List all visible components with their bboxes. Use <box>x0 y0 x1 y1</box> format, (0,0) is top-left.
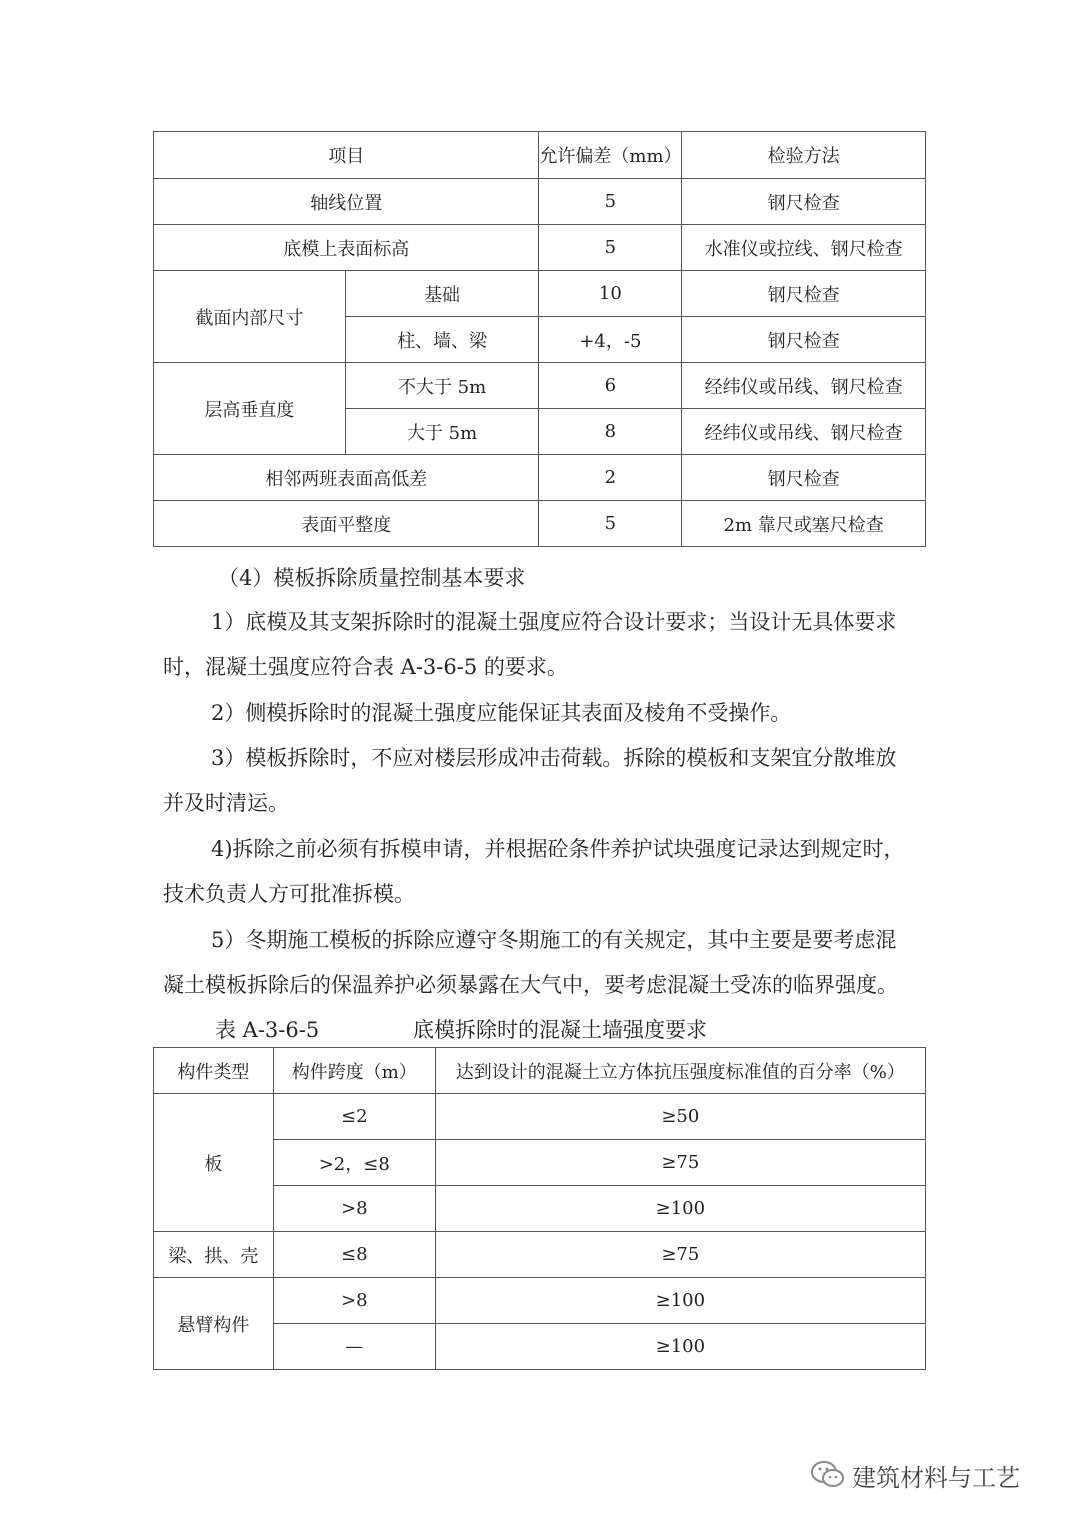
table-cell: ≥100 <box>435 1186 925 1232</box>
table-cell: 表面平整度 <box>154 501 539 547</box>
tolerance-table <box>153 131 926 547</box>
table-row <box>154 501 926 547</box>
header-cell: 允许偏差（mm） <box>539 132 682 179</box>
table-cell: 6 <box>539 363 682 409</box>
table-cell: 大于 5m <box>345 409 539 455</box>
table-cell: 钢尺检查 <box>682 455 926 501</box>
table-cell: 相邻两班表面高低差 <box>154 455 539 501</box>
paragraph-3 <box>163 736 923 826</box>
table-cell: 2 <box>539 455 682 501</box>
table-cell: 底模上表面标高 <box>154 225 539 271</box>
paragraph-line: 时，混凝土强度应符合表 A-3-6-5 的要求。 <box>163 655 568 679</box>
paragraph-line: 技术负责人方可批准拆模。 <box>163 882 415 906</box>
paragraph-line: 1）底模及其支架拆除时的混凝土强度应符合设计要求；当设计无具体要求 <box>211 610 897 634</box>
paragraph-line: 凝土模板拆除后的保温养护必须暴露在大气中，要考虑混凝土受冻的临界强度。 <box>163 973 898 997</box>
strength-table <box>153 1047 926 1370</box>
paragraph-line: 2）侧模拆除时的混凝土强度应能保证其表面及棱角不受操作。 <box>211 701 792 725</box>
table-caption-title: 底模拆除时的混凝土墙强度要求 <box>413 1018 707 1042</box>
table-cell: ≤8 <box>273 1232 435 1278</box>
table-row <box>154 225 926 271</box>
table-cell: >2，≤8 <box>273 1140 435 1186</box>
table-cell: — <box>273 1324 435 1370</box>
table-cell: 基础 <box>345 271 539 317</box>
table-cell: 层高垂直度 <box>154 363 346 455</box>
table-cell: +4，-5 <box>539 317 682 363</box>
table-cell: ≤2 <box>273 1094 435 1140</box>
section-title: （4）模板拆除质量控制基本要求 <box>218 566 526 590</box>
table-cell: 梁、拱、壳 <box>154 1232 274 1278</box>
watermark-text: 建筑材料与工艺 <box>852 1463 1020 1492</box>
table-header-row <box>154 1048 926 1094</box>
table-cell: 钢尺检查 <box>682 179 926 225</box>
table-cell: >8 <box>273 1278 435 1324</box>
table-cell: 不大于 5m <box>345 363 539 409</box>
table-cell: 2m 靠尺或塞尺检查 <box>682 501 926 547</box>
paragraph-4 <box>163 827 923 917</box>
header-cell: 构件类型 <box>154 1048 274 1094</box>
table-cell: 10 <box>539 271 682 317</box>
table-cell: 柱、墙、梁 <box>345 317 539 363</box>
table-cell: 5 <box>539 225 682 271</box>
table-cell: 钢尺检查 <box>682 317 926 363</box>
table-cell: 板 <box>154 1094 274 1232</box>
table-row <box>154 1232 926 1278</box>
table-cell: ≥50 <box>435 1094 925 1140</box>
table-cell: 截面内部尺寸 <box>154 271 346 363</box>
table-cell: 轴线位置 <box>154 179 539 225</box>
table-row <box>154 179 926 225</box>
header-cell: 构件跨度（m） <box>273 1048 435 1094</box>
table-cell: ≥100 <box>435 1278 925 1324</box>
table-cell: 钢尺检查 <box>682 271 926 317</box>
table-header-row <box>154 132 926 179</box>
paragraph-line: 4)拆除之前必须有拆模申请，并根据砼条件养护试块强度记录达到规定时， <box>211 837 905 861</box>
table-cell: 经纬仪或吊线、钢尺检查 <box>682 409 926 455</box>
table-cell: >8 <box>273 1186 435 1232</box>
table-caption-number: 表 A-3-6-5 <box>215 1018 320 1042</box>
table-row <box>154 1094 926 1140</box>
table-row <box>154 455 926 501</box>
table-cell: 5 <box>539 501 682 547</box>
table-cell: ≥100 <box>435 1324 925 1370</box>
header-cell: 项目 <box>154 132 539 179</box>
table-cell: 8 <box>539 409 682 455</box>
paragraph-1 <box>163 600 923 690</box>
table-cell: 5 <box>539 179 682 225</box>
table-cell: ≥75 <box>435 1232 925 1278</box>
table-row <box>154 1278 926 1324</box>
table-row <box>154 363 926 409</box>
paragraph-line: 并及时清运。 <box>163 791 289 815</box>
table-cell: 水准仪或拉线、钢尺检查 <box>682 225 926 271</box>
table-cell: 经纬仪或吊线、钢尺检查 <box>682 363 926 409</box>
header-cell: 达到设计的混凝土立方体抗压强度标准值的百分率（%） <box>435 1048 925 1094</box>
paragraph-line: 3）模板拆除时，不应对楼层形成冲击荷载。拆除的模板和支架宜分散堆放 <box>211 746 897 770</box>
watermark <box>810 1455 1060 1495</box>
wechat-icon <box>810 1460 846 1490</box>
table-row <box>154 271 926 317</box>
header-cell: 检验方法 <box>682 132 926 179</box>
table-cell: 悬臂构件 <box>154 1278 274 1370</box>
paragraph-2 <box>163 691 923 736</box>
paragraph-line: 5）冬期施工模板的拆除应遵守冬期施工的有关规定，其中主要是要考虑混 <box>211 928 897 952</box>
table-cell: ≥75 <box>435 1140 925 1186</box>
paragraph-5 <box>163 918 923 1008</box>
